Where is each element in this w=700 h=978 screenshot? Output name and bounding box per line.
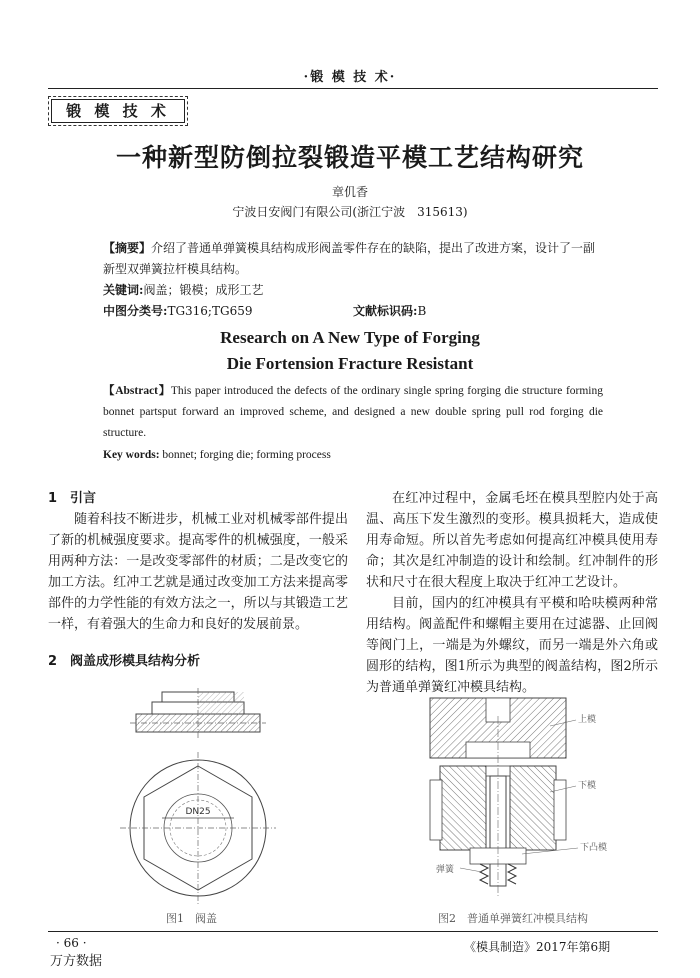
dn25-label: DN25	[185, 807, 211, 817]
watermark-text: 万方数据	[50, 954, 103, 969]
right-paragraph-1: 在红冲过程中，金属毛坯在模具型腔内处于高温、高压下发生激烈的变形。模具损耗大，造成使用寿命短。所以首先考虑如何提高红冲模具使用寿命；其次是红冲制造的设计和绘制。红冲制件的形状和尺寸在很大程度上取决于红冲工艺设计。	[366, 491, 658, 590]
section-label-box	[48, 96, 188, 126]
article-title: 一种新型防倒拉裂锻造平模工艺结构研究	[115, 143, 584, 172]
abstract-zh	[103, 238, 603, 280]
clc-text: TG316;TG659	[167, 304, 253, 318]
keywords-en	[103, 445, 603, 466]
classification-row	[103, 301, 603, 322]
en-keywords-label: Key words:	[103, 449, 160, 461]
figure1-bonnet-drawing	[100, 688, 300, 908]
english-title	[0, 325, 700, 377]
right-column	[366, 488, 658, 698]
footer-rule	[48, 931, 658, 932]
bonnet-side-view	[130, 688, 266, 738]
label-upper-die: 上模	[578, 715, 597, 725]
abstract-label: 【摘要】	[103, 241, 152, 255]
section-label: 锻 模 技 术	[51, 99, 185, 123]
figure2-caption: 图2 普通单弹簧红冲模具结构	[438, 912, 588, 925]
doc-code-label: 文献标识码:	[353, 304, 418, 318]
left-column	[48, 488, 348, 635]
abstract-text: 介绍了普通单弹簧模具结构成形阀盖零件存在的缺陷，提出了改进方案，设计了一副新型双弹簧拉杆模具结构。	[103, 241, 596, 276]
section1-paragraph: 随着科技不断进步，机械工业对机械零部件提出了新的机械强度要求。提高零件的机械强度，一般采用两种方法：一是改变零部件的材质；二是改变它的加工方法。红冲工艺就是通过改变加工方法来提高零部件的力学性能的有效方法之一，所以与其锻造工艺一样，有着强大的生命力和良好的发展前景。	[48, 512, 348, 632]
figure2-die-drawing	[400, 696, 630, 900]
bonnet-top-view	[120, 752, 276, 904]
en-keywords-text: bonnet; forging die; forming process	[162, 449, 331, 461]
figure1-caption: 图1 阀盖	[166, 912, 217, 925]
journal-citation: 《模具制造》2017年第6期	[464, 940, 611, 954]
doc-code-text: B	[417, 304, 427, 318]
keywords-text: 阀盖；锻模；成形工艺	[143, 283, 264, 297]
running-header: ·锻 模 技 术·	[303, 70, 397, 85]
right-paragraph-2: 目前，国内的红冲模具有平模和哈呋模两种常用结构。阀盖配件和螺帽主要用在过滤器、止回阀等阀门上，一端是为外螺纹，而另一端是外六角或圆形的结构，图1所示为典型的阀盖结构，图2所示为普通单弹簧红冲模具结构。	[366, 596, 658, 695]
affiliation: 宁波日安阀门有限公司(浙江宁波 315613)	[232, 205, 468, 219]
page-number: · 66 ·	[56, 936, 87, 950]
section1-heading: 1 引言	[48, 491, 97, 506]
clc-label: 中图分类号:	[103, 304, 168, 318]
english-title-line1: Research on A New Type of Forging	[220, 328, 480, 347]
label-lower-punch: 下凸模	[580, 843, 608, 853]
english-title-line2: Die Fortension Fracture Resistant	[226, 354, 474, 373]
en-abstract-text: This paper introduced the defects of the ordinary single spring forging die structure forming bonnet partsput forward an improved scheme, and designed a new double spring pull rod forging die structure.	[103, 385, 603, 439]
section2-heading: 2 阀盖成形模具结构分析	[48, 654, 201, 669]
en-abstract-label: 【Abstract】	[103, 385, 171, 397]
abstract-en	[103, 381, 603, 444]
author: 章仉香	[331, 185, 368, 199]
keywords-label: 关键词:	[103, 283, 144, 297]
label-lower-die: 下模	[578, 781, 597, 791]
header-rule	[48, 88, 658, 89]
keywords-zh	[103, 280, 603, 301]
label-spring: 弹簧	[436, 865, 455, 875]
